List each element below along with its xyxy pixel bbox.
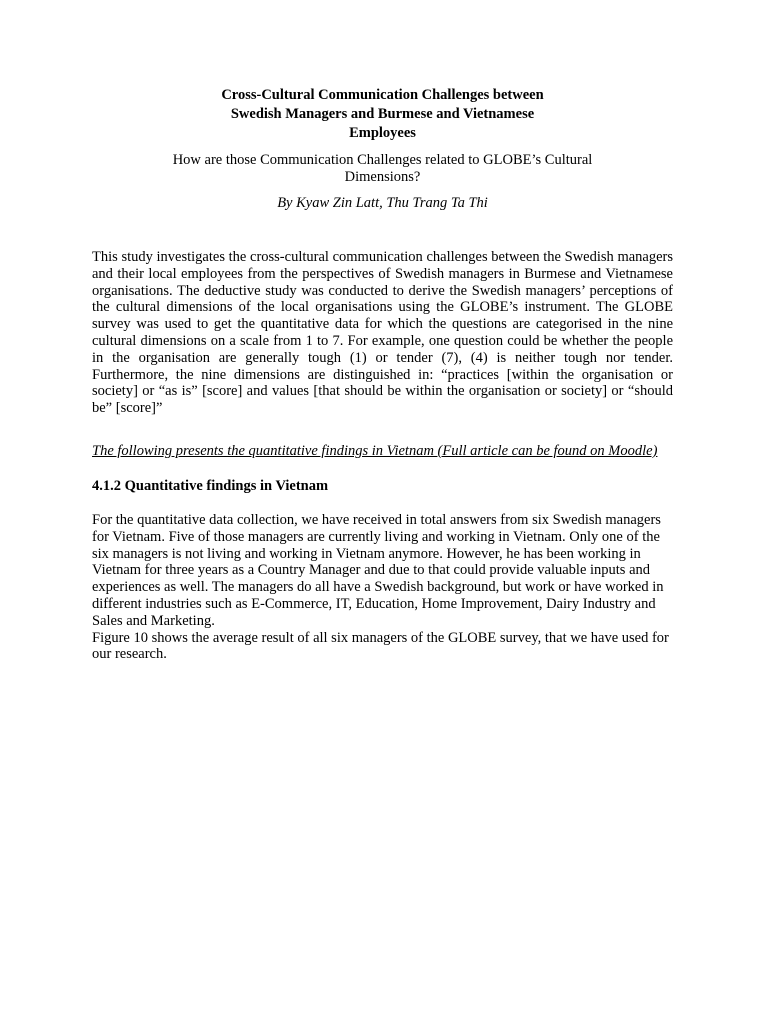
document-title	[92, 86, 673, 143]
title-line: Cross-Cultural Communication Challenges between	[221, 87, 544, 103]
subtitle-line: How are those Communication Challenges related to GLOBE’s Cultural	[172, 152, 593, 168]
figure-reference-paragraph: Figure 10 shows the average result of all six managers of the GLOBE survey, that we have used for our research.	[92, 629, 669, 663]
section-heading: 4.1.2 Quantitative findings in Vietnam	[92, 477, 329, 494]
abstract-paragraph: This study investigates the cross-cultural communication challenges between the Swedish managers and their local employees from the perspectives of Swedish managers in Burmese and Vietnamese organisations. The deductive study was conducted to derive the Swedish managers’ perceptions of the cultural dimensions of the local organisations using the GLOBE’s instrument. The GLOBE survey was used to get the quantitative data for which the questions are categorised in the nine cultural dimensions on a scale from 1 to 7. For example, one question could be whether the people in the organisation are generally tough (1) or tender (7), (4) is neither tough nor tender. Furthermore, the nine dimensions are distinguished in: “practices [within the organisation or society] or “as is” [score] and values [that should be within the organisation or society] or “should be” [score]”	[92, 249, 673, 417]
findings-paragraph: For the quantitative data collection, we have received in total answers from six Swedish managers for Vietnam. Five of those managers are currently living and working in Vietnam. Only one of the six managers is not living and working in Vietnam anymore. However, he has been working in Vietnam for three years as a Country Manager and due to that could provide valuable inputs and experiences as well. The managers do all have a Swedish background, but work or have worked in different industries such as E-Commerce, IT, Education, Home Improvement, Dairy Industry and Sales and Marketing.	[92, 511, 664, 629]
document-subtitle	[92, 152, 673, 186]
title-line: Swedish Managers and Burmese and Vietnamese	[230, 106, 535, 122]
moodle-note: The following presents the quantitative findings in Vietnam (Full article can be found on Moodle)	[92, 442, 658, 459]
authors: By Kyaw Zin Latt, Thu Trang Ta Thi	[277, 195, 488, 211]
title-line: Employees	[349, 125, 416, 141]
document-page	[92, 86, 673, 663]
subtitle-line: Dimensions?	[344, 169, 421, 185]
